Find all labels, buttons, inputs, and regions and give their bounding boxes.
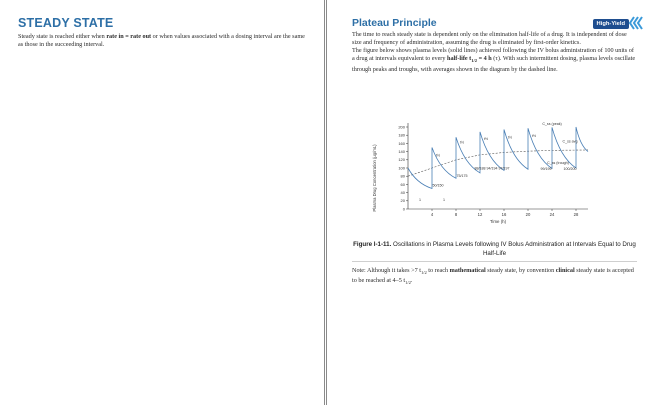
chart-annotation: 1 (443, 197, 445, 202)
bold-half-life: half-life t (447, 55, 472, 63)
x-tick-label: 8 (454, 212, 458, 217)
chart-svg (366, 109, 596, 235)
chart-annotation: C_ss (peak) (542, 121, 562, 126)
chart-annotation: t½ (508, 135, 512, 140)
chart-annotation: 50/150 (432, 183, 444, 188)
plasma-level-chart (366, 109, 596, 235)
right-header (352, 17, 637, 31)
y-tick-label: 120 (398, 157, 405, 163)
text-span: to reach (426, 267, 450, 274)
page-divider (324, 0, 327, 405)
caption-label: Figure I-1-11. (353, 241, 392, 248)
x-tick-label: 4 (430, 212, 434, 217)
right-column (352, 17, 637, 286)
x-tick-label: 28 (573, 212, 579, 217)
text-span: The figure below shows plasma levels (solid lines) achieved following the IV bolus administration of 100 units of a drug at intervals equivalent to every (352, 47, 634, 63)
x-tick-label: 24 (549, 212, 555, 217)
chart-annotation: t½ (460, 140, 464, 145)
text-span: or when values associated with a dosing interval are the same as those in the succeeding interval. (18, 33, 305, 49)
caption-rule (352, 261, 637, 262)
note-paragraph (352, 267, 637, 288)
subscript: 1/2 (405, 280, 411, 286)
chart-annotation: t½ (436, 153, 440, 158)
subscript: 1/2 (471, 58, 478, 64)
chart-annotation: t½ (532, 133, 536, 138)
y-tick-label: 60 (400, 181, 405, 187)
chart-annotation: C_ss avg (562, 139, 578, 144)
section-title-plateau: Plateau Principle (352, 17, 437, 29)
subscript: 1/2 (420, 270, 427, 276)
y-tick-label: 80 (400, 173, 405, 179)
caption-text: Oscillations in Plasma Levels following IV Bolus Administration at Intervals Equal to Drug Half-Life (391, 241, 636, 257)
y-tick-label: 160 (398, 140, 405, 146)
plateau-paragraph-2 (352, 47, 637, 74)
y-tick-label: 100 (398, 165, 405, 171)
bold-rate-out: rate out (130, 33, 152, 40)
chart-annotation: 75/175 (456, 174, 468, 179)
steady-state-paragraph (18, 33, 310, 49)
plasma-level-line (408, 127, 588, 189)
chart-annotation: 100/200 (563, 167, 577, 172)
bold-4h: = 4 h (477, 55, 492, 63)
plateau-paragraph-1: The time to reach steady state is dependent only on the elimination half-life of a drug. It is independent of dose size and frequency of administration, assuming the drug is eliminated by first-order kinetics. (352, 31, 627, 47)
y-tick-label: 140 (398, 149, 405, 154)
text-span: Steady state is reached either when (18, 33, 107, 40)
y-axis-label: Plasma Drug Concentration (μg/mL) (372, 144, 377, 212)
text-span: (τ). With such intermittent dosing, plasma levels oscillate through peaks and troughs, with averages shown in the diagram by the dashed line. (352, 55, 636, 73)
figure-caption (352, 241, 637, 258)
y-tick-label: 0 (402, 206, 405, 212)
text-span: Note: Although it takes >7 t (352, 267, 421, 274)
chart-annotation: 99/199 (540, 167, 552, 172)
chart-annotation: C_ss (trough) (547, 160, 569, 165)
text-span: steady state is accepted to be reached at 4–5 t (352, 267, 634, 285)
y-tick-label: 40 (400, 190, 405, 195)
bold-equals: = (123, 33, 131, 40)
y-tick-label: 20 (400, 198, 405, 204)
left-column (18, 17, 310, 49)
x-axis-label: Time (h) (489, 219, 507, 224)
y-tick-label: 180 (398, 132, 405, 138)
high-yield-badge: High-Yield (593, 19, 629, 29)
text-span: steady state, by convention (485, 267, 556, 274)
x-tick-label: 20 (525, 212, 531, 217)
chart-annotation: t½ (484, 137, 488, 142)
bold-rate-in: rate in (106, 33, 124, 40)
text-span: . (410, 277, 413, 285)
chevrons-icon (627, 15, 643, 31)
chart-annotation: 1 (419, 197, 421, 202)
x-tick-label: 16 (501, 212, 507, 217)
bold-clinical: clinical (555, 267, 575, 274)
x-tick-label: 12 (477, 212, 483, 217)
section-title-steady-state: STEADY STATE (18, 16, 114, 30)
bold-mathematical: mathematical (449, 267, 486, 274)
y-tick-label: 200 (398, 124, 405, 130)
chart-annotation: 88/188 94/194 97/197 (474, 166, 510, 171)
